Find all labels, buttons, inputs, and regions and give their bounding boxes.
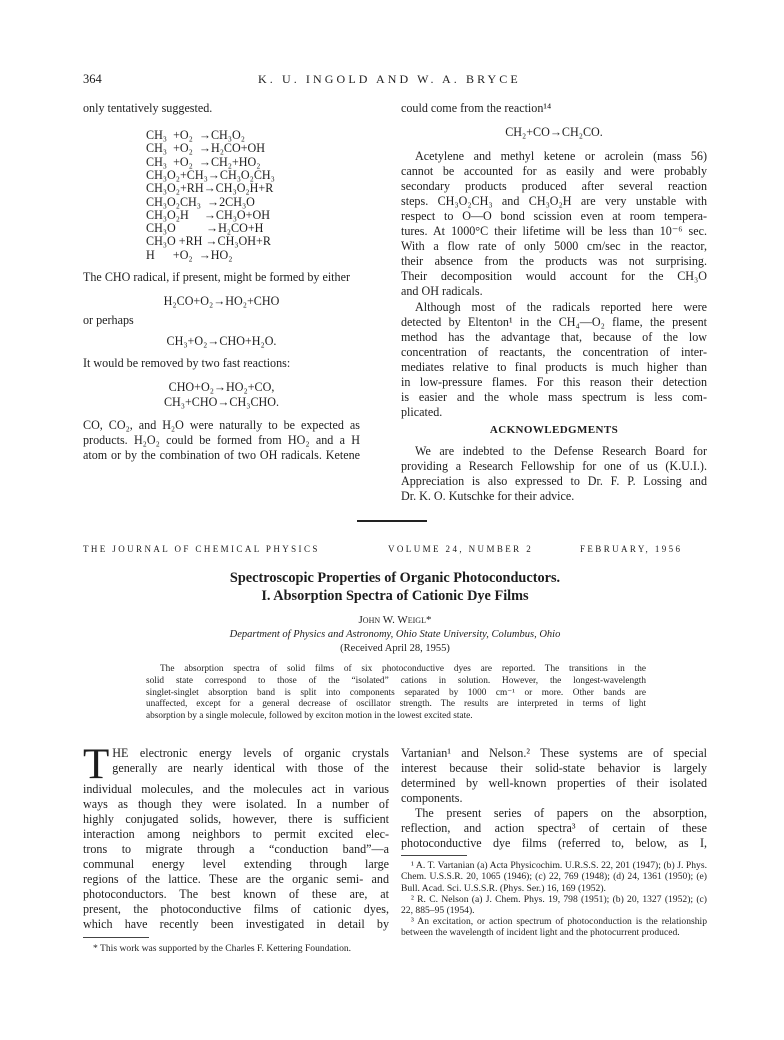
text-line: secondary products produced after several reaction bbox=[401, 179, 707, 194]
equation-ch3-cho: CH₃+CHO→CH₃CHO. bbox=[163, 395, 280, 410]
text-line: method has the advantage that, because of the low bbox=[401, 329, 707, 344]
text-line: Appreciation is also expressed to Dr. F. P. Lossing and bbox=[401, 474, 707, 489]
issue-date: FEBRUARY, 1956 bbox=[580, 544, 683, 554]
paragraph-radicals bbox=[401, 300, 707, 420]
abstract-line: singlet-singlet absorption band is split into components separated by 1000 cm⁻¹ or more. Other bands are bbox=[146, 687, 646, 698]
text-line: regions of the lattice. These are the organic semi- and bbox=[83, 872, 389, 887]
text-line: providing a Research Fellowship for one of us (K.U.I.). bbox=[401, 458, 707, 473]
author-name: John W. Weigl* bbox=[358, 614, 432, 626]
footnote: ¹ A. T. Vartanian (a) Acta Physicochim. U.R.S.S. 22, 201 (1947); (b) J. Phys. Chem. U.S.S.R. 20, 1065 (1946); (c) 22, 769 (1948); (d) 24, 1361 (1950); (e) Bull. Acad. Sci. U.S.S.R. (Phys. Ser.) 16, 169 (1952). bbox=[401, 860, 707, 894]
paragraph-vartanian bbox=[401, 746, 707, 806]
abstract-line: The absorption spectra of solid films of six photoconductive dyes are reported. The transitions in the bbox=[160, 664, 646, 674]
acknowledgments-heading: ACKNOWLEDGMENTS bbox=[489, 423, 619, 436]
reaction-equation: CH₃O₂+CH₃→CH₃O₂CH₃ bbox=[146, 167, 275, 182]
text-line: communal energy level extending through large bbox=[83, 857, 389, 872]
volume-number: VOLUME 24, NUMBER 2 bbox=[388, 544, 534, 554]
running-title: K. U. INGOLD AND W. A. BRYCE bbox=[258, 72, 521, 86]
text-line: With a flow rate of only 5000 cm/sec in the reactor, bbox=[401, 239, 707, 254]
text-line: in low-pressure flames. For this reason their detection bbox=[401, 374, 707, 389]
reaction-equation: H +O₂ →HO₂ bbox=[146, 247, 233, 262]
text-line: ways as though they were isolated. In a number of bbox=[83, 797, 389, 812]
text-line: and OH radicals. bbox=[401, 284, 483, 299]
abstract-line: absorption by a single molecule, followed by exciton motion in the lowest excited state. bbox=[146, 711, 473, 722]
paragraph-products bbox=[401, 149, 707, 299]
text-line: plicated. bbox=[401, 404, 443, 419]
text-line: mediates relative to final products is much higher than bbox=[401, 359, 707, 374]
text-line: We are indebted to the Defense Research Board for bbox=[415, 443, 707, 458]
cho-sentence: The CHO radical, if present, might be formed by either bbox=[83, 270, 350, 285]
text-line: The present series of papers on the absorption, bbox=[415, 806, 707, 821]
reaction-equation: CH₃O →H₂CO+H bbox=[146, 221, 264, 236]
footnotes bbox=[401, 860, 707, 938]
abstract bbox=[146, 664, 646, 723]
text-line: Acetylene and methyl ketene or acrolein (mass 56) bbox=[415, 149, 707, 164]
intro-paragraph-lines bbox=[83, 782, 389, 932]
equation-h2co-o2: H₂CO+O₂→HO₂+CHO bbox=[163, 294, 280, 309]
author-affiliation: Department of Physics and Astronomy, Ohio State University, Columbus, Ohio bbox=[229, 629, 561, 640]
acknowledgments-paragraph bbox=[401, 444, 707, 504]
text-line: their absence from the products was not surprising. bbox=[401, 254, 707, 269]
article-separator-rule bbox=[357, 520, 427, 522]
text-line: trons to migrate through a “conduction band”—a bbox=[83, 842, 389, 857]
equation-cho-o2: CHO+O₂→HO₂+CO, bbox=[168, 380, 275, 395]
journal-name: THE JOURNAL OF CHEMICAL PHYSICS bbox=[83, 544, 320, 554]
text-line: which have recently been investigated in detail by bbox=[83, 917, 389, 932]
reaction-equation: CH₃ +O₂ →H₂CO+OH bbox=[146, 141, 266, 156]
text-line: interest because their solid-state behavior is largely bbox=[401, 761, 707, 776]
text-line: interaction among neighbors to permit excited elec- bbox=[83, 827, 389, 842]
reaction-equation: CH₃O₂CH₃ →2CH₃O bbox=[146, 194, 255, 209]
text-line: photoconductive dye films (referred to, below, as I, bbox=[401, 836, 707, 851]
reaction-equation: CH₃O₂+RH→CH₃O₂H+R bbox=[146, 181, 274, 196]
paragraph-present-series bbox=[401, 806, 707, 851]
text-line: highly conjugated solids, however, there is sufficient bbox=[83, 812, 389, 827]
or-perhaps-text: or perhaps bbox=[83, 313, 134, 328]
reaction-equation: CH₃O₂H →CH₃O+OH bbox=[146, 207, 270, 222]
text-line: detected by Eltenton¹ in the CH₄—O₂ flame, the present bbox=[401, 314, 707, 329]
removal-sentence: It would be removed by two fast reactions: bbox=[83, 356, 291, 371]
left-closing-paragraph bbox=[83, 418, 360, 463]
reaction-equation: CH₃O +RH →CH₃OH+R bbox=[146, 234, 271, 249]
text-line: concentration of reactants, the concentration of inter- bbox=[401, 344, 707, 359]
text-line: products. H₂O₂ could be formed from HO₂ and a H bbox=[83, 433, 360, 448]
text-line: determined by well-known properties of their isolated bbox=[401, 776, 707, 791]
text-line: generally are nearly identical with those of the bbox=[112, 761, 389, 776]
text-line: CO, CO₂, and H₂O were naturally to be expected as bbox=[83, 418, 360, 433]
prev-article-left-column bbox=[83, 101, 360, 463]
text-line: Dr. K. O. Kutschke for their advice. bbox=[401, 489, 575, 504]
text-line: is easier and the whole mass spectrum is less com- bbox=[401, 389, 707, 404]
prev-article-right-column bbox=[401, 101, 707, 504]
text-line: respect to O—O bond scission even at room tempera- bbox=[401, 209, 707, 224]
body-left-column bbox=[83, 741, 389, 955]
text-line: atom or by the combination of two OH radicals. Ketene bbox=[83, 448, 360, 463]
article-title-line-2: I. Absorption Spectra of Cationic Dye Films bbox=[261, 588, 529, 604]
footnote: ³ An excitation, or action spectrum of photoconduction is the relationship between the wavelength of incident light and the photocurrent produced. bbox=[401, 915, 707, 938]
text-line: Their decomposition would account for the CH₃O bbox=[401, 269, 707, 284]
page-number: 364 bbox=[83, 72, 102, 86]
body-right-column bbox=[401, 746, 707, 938]
footnote-kettering: * This work was supported by the Charles F. Kettering Foundation. bbox=[93, 943, 352, 955]
text-line: Vartanian¹ and Nelson.² These systems are of special bbox=[401, 746, 707, 760]
equation-ch3-o2: CH₃+O₂→CHO+H₂O. bbox=[166, 334, 277, 349]
footnote-rule bbox=[83, 937, 149, 938]
reaction-intro-line: could come from the reaction¹⁴ bbox=[401, 101, 552, 115]
reaction-list bbox=[146, 129, 360, 262]
reaction-equation: CH₃ +O₂ →CH₂+HO₂ bbox=[146, 154, 261, 169]
article-title-line-1: Spectroscopic Properties of Organic Photoconductors. bbox=[229, 570, 561, 586]
prev-intro-line: only tentatively suggested. bbox=[83, 101, 213, 115]
text-line: components. bbox=[401, 791, 463, 806]
drop-cap: T bbox=[83, 741, 110, 788]
text-line: tures. At 1000°C their lifetime will be less than 10⁻⁶ sec. bbox=[401, 224, 707, 239]
text-line: present, the photoconductive films of cationic dyes, bbox=[83, 902, 389, 917]
footnote-rule bbox=[401, 855, 467, 856]
equation-ch2-co: CH₂+CO→CH₂CO. bbox=[505, 125, 603, 140]
text-line: steps. CH₃O₂CH₃ and CH₃O₂H are very unstable with bbox=[401, 194, 707, 209]
intro-paragraph bbox=[83, 741, 389, 932]
footnote: ² R. C. Nelson (a) J. Chem. Phys. 19, 798 (1951); (b) 20, 1327 (1952); (c) 22, 885–95 (1954). bbox=[401, 893, 707, 916]
text-line: cannot be accounted for as easily and were probably bbox=[401, 164, 707, 179]
text-line: photoconductors. The best known of these are, at bbox=[83, 887, 389, 902]
text-line: Although most of the radicals reported here were bbox=[415, 299, 707, 314]
abstract-line: solid state correspond to those of the “isolated” cations in solution. However, the longest-wavelength bbox=[146, 675, 646, 686]
text-line: reflection, and action spectra³ of certain of these bbox=[401, 821, 707, 836]
abstract-line: unaffected, except for a general decrease of oscillator strength. The results are interpreted in terms of light bbox=[146, 699, 646, 710]
received-date: (Received April 28, 1955) bbox=[340, 643, 450, 654]
reaction-equation: CH₃ +O₂ →CH₃O₂ bbox=[146, 128, 245, 143]
text-line: individual molecules, and the molecules act in various bbox=[83, 782, 389, 796]
text-line: HE electronic energy levels of organic crystals bbox=[112, 746, 389, 760]
